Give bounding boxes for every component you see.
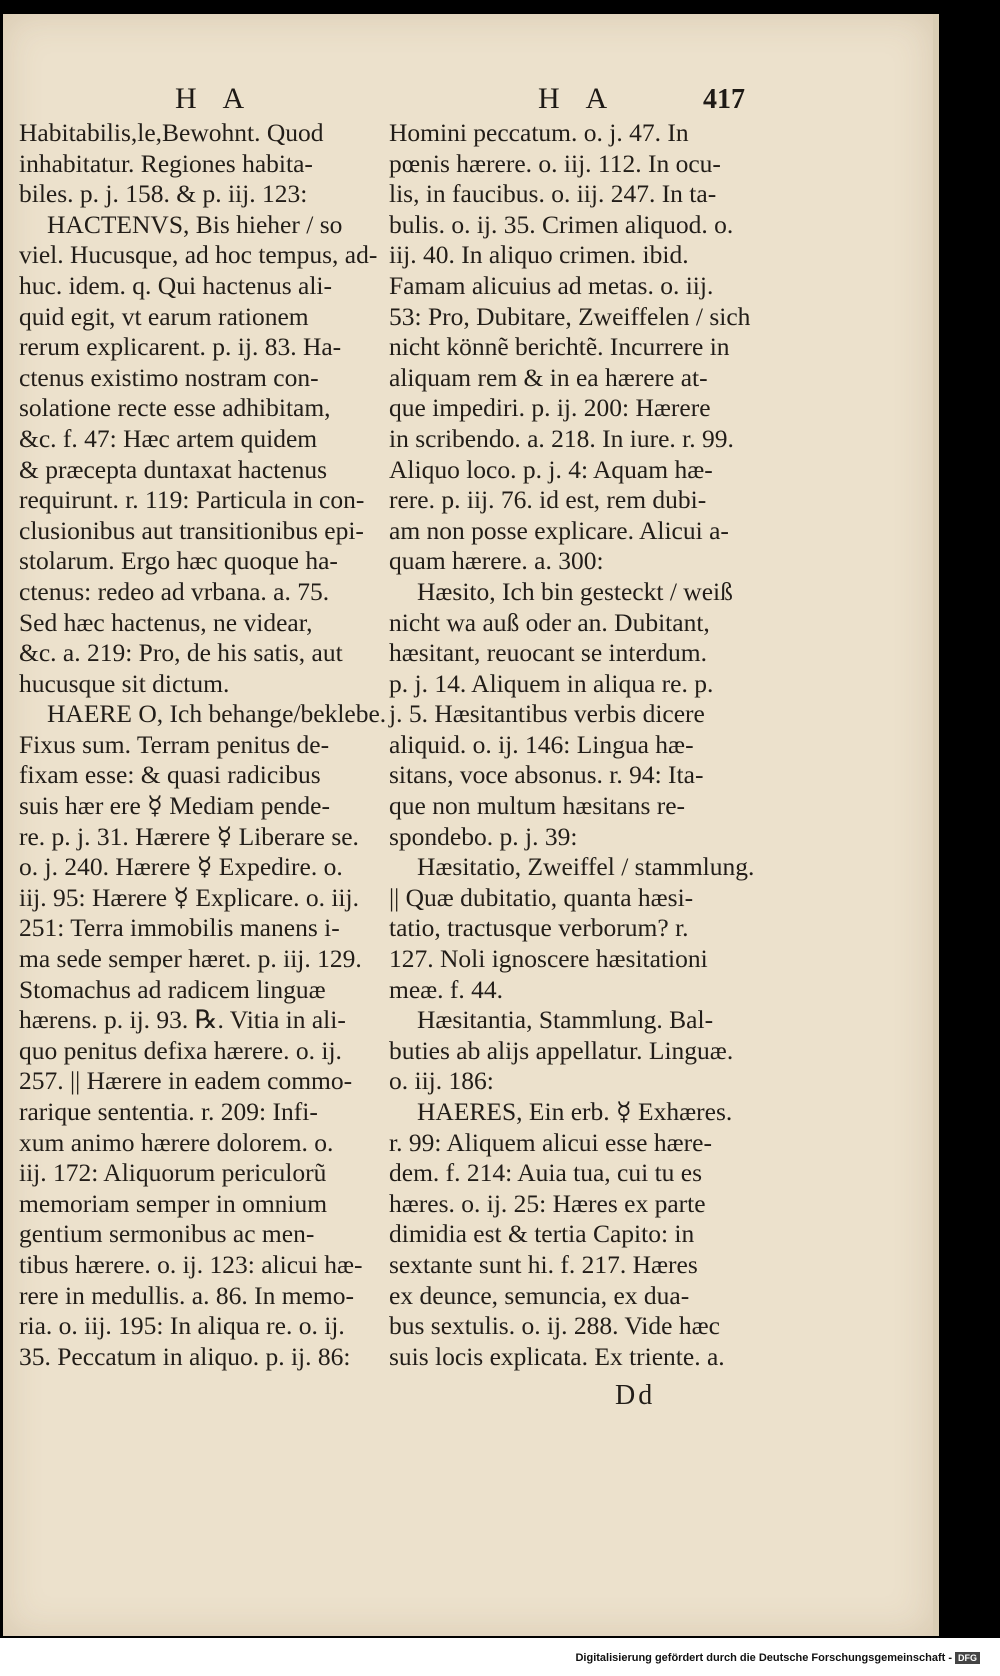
text-line: hæres. o. ij. 25: Hæres ex parte bbox=[389, 1188, 706, 1218]
signature-mark: Dd bbox=[615, 1380, 656, 1411]
text-line: rarique sententia. r. 209: Infi- bbox=[19, 1097, 318, 1126]
text-line: ria. o. iij. 195: In aliqua re. o. ij. bbox=[19, 1311, 345, 1341]
book-page bbox=[3, 14, 939, 1636]
text-line: Hæsitatio, Zweiffel / stammlung. bbox=[417, 852, 755, 882]
running-header-right: H A bbox=[538, 82, 618, 115]
text-line: &c. a. 219: Pro, de his satis, aut bbox=[19, 638, 343, 668]
text-line: nicht könnẽ berichtẽ. Incurrere in bbox=[389, 332, 730, 362]
text-line: ctenus: redeo ad vrbana. a. 75. bbox=[19, 576, 330, 606]
text-line: quid egit, vt earum rationem bbox=[19, 301, 309, 331]
footer-credit bbox=[575, 1652, 980, 1664]
text-line: Habitabilis,le,Bewohnt. Quod bbox=[19, 118, 324, 147]
text-line: sextante sunt hi. f. 217. Hæres bbox=[389, 1249, 698, 1279]
text-line: 251: Terra immobilis manens i- bbox=[19, 913, 340, 943]
text-line: Homini peccatum. o. j. 47. In bbox=[389, 118, 689, 147]
text-line: tibus hærere. o. ij. 123: alicui hæ- bbox=[19, 1249, 363, 1279]
left-text-column bbox=[19, 118, 387, 1372]
text-line: hucusque sit dictum. bbox=[19, 668, 230, 698]
text-line: Fixus sum. Terram penitus de- bbox=[19, 729, 330, 759]
text-line: 257. || Hærere in eadem commo- bbox=[19, 1066, 353, 1096]
text-line: ctenus existimo nostram con- bbox=[19, 362, 319, 392]
text-line: bulis. o. ij. 35. Crimen aliquod. o. bbox=[389, 209, 734, 239]
text-line: Hæsito, Ich bin gesteckt / weiß bbox=[417, 576, 733, 606]
text-line: 127. Noli ignoscere hæsitationi bbox=[389, 944, 708, 974]
text-line: tatio, tractusque verborum? r. bbox=[389, 913, 689, 943]
text-line: viel. Hucusque, ad hoc tempus, ad- bbox=[19, 240, 378, 270]
page-number: 417 bbox=[703, 84, 745, 115]
text-line: bus sextulis. o. ij. 288. Vide hæc bbox=[389, 1311, 720, 1341]
dfg-logo: DFG bbox=[955, 1652, 980, 1664]
text-line: ex deunce, semuncia, ex dua- bbox=[389, 1280, 690, 1310]
text-line: quo penitus defixa hærere. o. ij. bbox=[19, 1035, 342, 1065]
text-line: rerum explicarent. p. ij. 83. Ha- bbox=[19, 332, 342, 362]
text-line: || Quæ dubitatio, quanta hæsi- bbox=[389, 882, 694, 912]
text-line: sitans, voce absonus. r. 94: Ita- bbox=[389, 760, 704, 790]
text-line: rere in medullis. a. 86. In memo- bbox=[19, 1280, 354, 1310]
text-line: requirunt. r. 119: Particula in con- bbox=[19, 485, 365, 515]
text-line: hærens. p. ij. 93. ℞. Vitia in ali- bbox=[19, 1005, 346, 1035]
text-line: solatione recte esse adhibitam, bbox=[19, 393, 331, 423]
text-line: xum animo hærere dolorem. o. bbox=[19, 1127, 334, 1157]
text-line: &c. f. 47: Hæc artem quidem bbox=[19, 423, 318, 453]
text-line: fixam esse: & quasi radicibus bbox=[19, 760, 321, 790]
text-line: spondebo. p. j. 39: bbox=[389, 821, 578, 851]
text-line: meæ. f. 44. bbox=[389, 974, 504, 1004]
text-line: que non multum hæsitans re- bbox=[389, 791, 686, 821]
text-line: 35. Peccatum in aliquo. p. ij. 86: bbox=[19, 1341, 351, 1371]
text-line: j. 5. Hæsitantibus verbis dicere bbox=[389, 699, 705, 729]
text-line: & præcepta duntaxat hactenus bbox=[19, 454, 328, 484]
footer-credit-text: Digitalisierung gefördert durch die Deutsche Forschungsgemeinschaft - bbox=[575, 1652, 952, 1664]
text-line: suis hær ere ☿ Mediam pende- bbox=[19, 791, 330, 821]
text-line: o. iij. 186: bbox=[389, 1066, 494, 1096]
text-line: suis locis explicata. Ex triente. a. bbox=[389, 1341, 725, 1371]
right-text-column bbox=[389, 118, 755, 1372]
digitization-footer bbox=[0, 1638, 1000, 1676]
text-line: HACTENVS, Bis hieher / so bbox=[47, 209, 343, 239]
text-line: rere. p. iij. 76. id est, rem dubi- bbox=[389, 485, 707, 515]
text-line: gentium sermonibus ac men- bbox=[19, 1219, 315, 1249]
text-line: iij. 40. In aliquo crimen. ibid. bbox=[389, 240, 689, 270]
text-line: ma sede semper hæret. p. iij. 129. bbox=[19, 944, 362, 974]
text-line: in scribendo. a. 218. In iure. r. 99. bbox=[389, 423, 734, 453]
text-line: dem. f. 214: Auia tua, cui tu es bbox=[389, 1158, 703, 1188]
text-line: huc. idem. q. Qui hactenus ali- bbox=[19, 270, 332, 300]
text-line: biles. p. j. 158. & p. iij. 123: bbox=[19, 179, 308, 209]
text-line: iij. 172: Aliquorum periculorũ bbox=[19, 1158, 327, 1188]
text-line: pœnis hærere. o. iij. 112. In ocu- bbox=[389, 148, 721, 178]
text-line: buties ab alijs appellatur. Linguæ. bbox=[389, 1035, 734, 1065]
text-line: Sed hæc hactenus, ne videar, bbox=[19, 607, 313, 637]
text-line: lis, in faucibus. o. iij. 247. In ta- bbox=[389, 179, 717, 209]
text-line: hæsitant, reuocant se interdum. bbox=[389, 638, 707, 668]
text-line: Aliquo loco. p. j. 4: Aquam hæ- bbox=[389, 454, 713, 484]
text-line: Stomachus ad radicem linguæ bbox=[19, 974, 326, 1004]
text-line: aliquid. o. ij. 146: Lingua hæ- bbox=[389, 729, 694, 759]
text-line: aliquam rem & in ea hærere at- bbox=[389, 362, 708, 392]
text-line: r. 99: Aliquem alicui esse hære- bbox=[389, 1127, 712, 1157]
text-line: iij. 95: Hærere ☿ Explicare. o. iij. bbox=[19, 882, 359, 912]
text-line: am non posse explicare. Alicui a- bbox=[389, 515, 729, 545]
text-line: nicht wa auß oder an. Dubitant, bbox=[389, 607, 710, 637]
text-line: 53: Pro, Dubitare, Zweiffelen / sich bbox=[389, 301, 751, 331]
running-header-left: H A bbox=[175, 82, 255, 115]
text-line: que impediri. p. ij. 200: Hærere bbox=[389, 393, 711, 423]
text-line: inhabitatur. Regiones habita- bbox=[19, 148, 313, 178]
text-line: HAERES, Ein erb. ☿ Exhæres. bbox=[417, 1097, 733, 1126]
text-line: p. j. 14. Aliquem in aliqua re. p. bbox=[389, 668, 714, 698]
text-line: stolarum. Ergo hæc quoque ha- bbox=[19, 546, 338, 576]
text-line: quam hærere. a. 300: bbox=[389, 546, 604, 576]
text-line: Hæsitantia, Stammlung. Bal- bbox=[417, 1005, 714, 1035]
text-line: clusionibus aut transitionibus epi- bbox=[19, 515, 364, 545]
text-line: re. p. j. 31. Hærere ☿ Liberare se. bbox=[19, 821, 359, 851]
text-line: HAERE O, Ich behange/beklebe. bbox=[47, 699, 387, 729]
text-line: dimidia est & tertia Capito: in bbox=[389, 1219, 695, 1249]
text-line: Famam alicuius ad metas. o. iij. bbox=[389, 270, 714, 300]
text-line: memoriam semper in omnium bbox=[19, 1188, 328, 1218]
text-line: o. j. 240. Hærere ☿ Expedire. o. bbox=[19, 852, 343, 882]
